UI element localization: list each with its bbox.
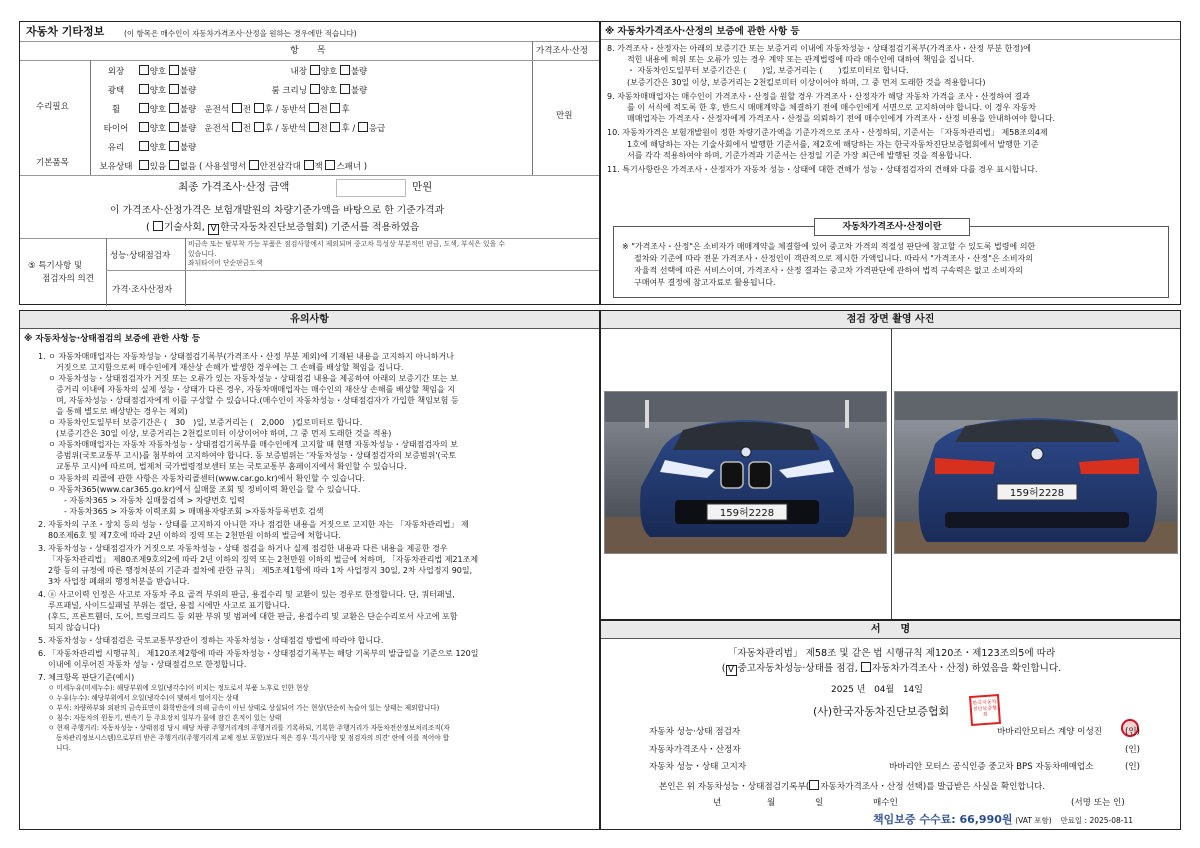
- final-price-field[interactable]: [336, 179, 406, 197]
- col-price: 가격조사·산정: [536, 46, 588, 56]
- checkbox[interactable]: [304, 160, 314, 170]
- notes-text: 1. ㅇ 자동차매매업자는 자동차성능・상태점검기록부(가격조사・산정 부분 제외)에 기재된 내용을 고지하지 아니하거나 거짓으로 고지함으로써 매수인에게 재산상 손해가 발생한 경우에는 그 손해를 배상할 책임을 집니다. ㅇ 자동차성능・상태점검자가 거짓 또는 오류가 있는 자동차성능・상태점검 내용을 제공하여 아래의 보증기간 또는 보 증거리 이내에 자동차의 실제 성능・상태가 다른 경우, 자동차매매업자는 매수인의 재산상 손해를 배상할 책임을 지 며, 자동차성능・상태점검자에게 이를 구상할 수 있습니다.(매수인이 자동차성능・상태점검자가 가입한 책임보험 등 을 통해 별도로 배상받는 경우는 제외) ㅇ 자동차인도일부터 보증기간은 ( 30 )일, 보증거리는 ( 2,000 )킬로미터로 합니다. (보증기간은 30일 이상, 보증거리는 2천킬로미터 이상이어야 하며, 그 중 먼저 도래한 것을 적용) ㅇ 자동차매매업자는 자동차 자동차성능・상태점검기록부를 매수인에게 고지할 때 현행 자동차성능・상태점검자의 보 증범위(국토교통부 고시)를 첨부하여 고지하여야 합니다. 동 보증범위는 '자동차성능・상태점검자의 보증범위'(국토 교통부 고시)에 따르며, 법제처 국가법령정보센터 또는 국토교통부 홈페이지에서 확인할 수 있습니다. ㅇ 자동차의 리콜에 관한 사항은 자동차리콜센터(www.car.go.kr)에서 확인할 수 있습니다. ㅇ 자동차365(www.car365.go.kr)에서 실매물 조회 및 정비이력 확인을 할 수 있습니다. - 자동차365 > 자동차 실매물검색 > 차량번호 입력 - 자동차365 > 자동차 이력조회 > 매매용자량조회 >자동차등록번호 검색 2. 자동차의 구조・장치 등의 성능・상태를 고지하지 아니한 자나 점검한 내용을 거짓으로 고지한 자는 「자동차관리법」 제 80조제6호 및 제7호에 따라 2년 이하의 징역 또는 2천만원 이하의 벌금에 처합니다. 3. 자동차성능・상태점검자가 거짓으로 자동차성능・상태 점검을 하거나 실제 점검한 내용과 다른 내용을 제공한 경우 「자동차관리법」 제80조제9호의2에 따라 2년 이하의 징역 또는 2천만원 이하의 벌금에 처하며, 「자동차관리법 제21조제 2항 등의 규정에 따른 행정처분의 기준과 절차에 관한 규칙」 제5조제1항에 따라 1차 사업정지 30일, 2차 사업정지 90일, 3차 사업장 폐쇄의 행정처분을 받습니다. 4. ⓐ 사고이력 인정은 사고로 자동차 주요 골격 부위의 판금, 용접수리 및 교환이 있는 경우로 한정합니다. 단, 쿼터패널, 루프패널, 사이드실패널 부위는 절단, 용접 시에만 사고로 표기합니다. (후드, 프론트휀더, 도어, 트렁크리드 등 외판 부위 및 범퍼에 대한 판금, 용접수리 및 교환은 단순수리로서 사고에 포함 되지 않습니다) 5. 자동차성능・상태점검은 국토교통부장관이 정하는 자동차성능・상태점검 방법에 따라야 합니다. 6. 「자동차관리법 시행규칙」 제120조제2항에 따라 자동차성능・상태점검기록부는 해당 기록부의 발급일을 기준으로 120일 이내에 이루어진 자동차 성능・상태점검으로 한정합니다. 7. 체크항목 판단기준(예시) ㅇ 미세누유(미세누수): 해당부위에 오일(냉각수)이 비치는 정도로서 부품 노후로 인한 현상 ㅇ 누유(누수): 해당부위에서 오일(냉각수)이 맺혀서 떨어지는 상태 ㅇ 부식: 차량하부와 외판의 금속표면이 화학반응에 의해 금속이 아닌 상태로 상실되어 가는 현상(단순히 녹슬어 있는 상태는 제외합니다) ㅇ 침수: 자동차의 원동기, 변속기 등 주요장치 일부가 물에 잠긴 흔적이 있는 상태 ㅇ 현재 주행거리: 자동차성능・상태점검 당시 해당 차량 주행거리계의 주행거리를 기록하되, 기록한 주행거리가 자동차전산정보처리조직(자 동차관리정보시스템)으로부터 받은 주행거리(주행거리계 교체 정보 포함)보다 적은 경우 '특기사항 및 점검자의 의견' 란에 이를 적어야 합 니다.: [38, 352, 479, 753]
- checkbox[interactable]: [232, 103, 242, 113]
- notifier-name: 바바리안 모터스 공식인증 중고차 BPS 자동차매매업소: [889, 762, 1094, 772]
- rear-plate: 159허2228: [1009, 488, 1065, 499]
- checkbox[interactable]: [232, 122, 242, 132]
- price-explain-text: ※ "가격조사・산정"은 소비자가 매매계약을 체결함에 있어 중고차 가격의 적절성 판단에 참고할 수 있도록 법령에 의한 절차와 기준에 따라 전문 가격조사・산정인이 객관적으로 제시한 가액입니다. 따라서 "가격조사・산정"은 소비자의 자율적 선택에 따른 서비스이며, 가격조사・산정 결과는 중고차 가격판단에 관하여 법적 구속력은 없고 소비자의 구매여부 결정에 참고자료로 활용됩니다.: [622, 242, 1036, 287]
- guarantee-heading: ※ 자동차가격조사·산정의 보증에 관한 사항 등: [605, 26, 800, 37]
- issue-date: 2025 년 04월 14일: [831, 685, 923, 695]
- photos-heading: 점검 장면 촬영 사진: [601, 311, 1180, 329]
- checked-box[interactable]: V: [208, 224, 219, 235]
- notes-heading: 유의사항: [20, 311, 599, 329]
- row-exterior: 외장 양호 불량 내장 양호 불량: [107, 67, 368, 77]
- notes-sub: ※ 자동차성능·상태점검의 보증에 관한 사항 등: [24, 334, 201, 344]
- row-inspector: 자동차 성능·상태 점검자: [649, 727, 741, 737]
- price-explain-box: [613, 222, 1169, 298]
- checkbox[interactable]: [309, 103, 319, 113]
- confirm-text: 본인은 위 자동차성능・상태점검기록부( 자동차가격조사・산정 선택)를 발급받은 사실을 확인합니다.: [659, 782, 1046, 792]
- checkbox[interactable]: [139, 141, 149, 151]
- checkbox[interactable]: [340, 65, 350, 75]
- inspector-name: 바바리안모터스 계양 이성진: [997, 727, 1103, 737]
- price-guarantee-section: [600, 21, 1181, 305]
- row-gloss: 광택 양호 불량 룸 크리닝 양호 불량: [107, 86, 368, 96]
- checkbox[interactable]: [139, 122, 149, 132]
- front-car-photo: [604, 391, 887, 554]
- row-wheel: 휠 양호 불량 운전석 전 후 / 동반석 전 후: [111, 105, 350, 115]
- row-tire: 타이어 양호 불량 운전석 전 후 / 동반석 전 후 / 응급: [103, 124, 386, 134]
- checkbox[interactable]: [340, 84, 350, 94]
- perf-inspector-label: 성능·상태점검자: [110, 251, 171, 261]
- checkbox[interactable]: [169, 160, 179, 170]
- checkbox[interactable]: [325, 160, 335, 170]
- basis-text: 이 가격조사·산정가격은 보험개발원의 차량기준가액을 바탕으로 한 기준가격과: [110, 205, 445, 216]
- law-text-2: ( V 중고자동차성능·상태를 점검, 자동차가격조사・산정) 하였음을 확인합니다.: [721, 663, 1062, 675]
- fee-row: 책임보증 수수료: 66,990원 (VAT 포함) 만료일 : 2025-08-11: [873, 813, 1134, 826]
- checkbox[interactable]: [139, 84, 149, 94]
- seal-mark: (인): [1125, 762, 1141, 772]
- guarantee-text: 8. 가격조사・산정자는 아래의 보증기간 또는 보증거리 이내에 자동차성능・상태점검기록부(가격조사・산정 부분 한정)에 적힌 내용에 허위 또는 오류가 있는 경우 계약 또는 관계법령에 따라 매수인에 대하여 책임을 집니다. ・ 자동차인도일부터 보증기간은 ( )일, 보증거리는 ( )킬로미터로 합니다. (보증기간은 30일 이상, 보증거리는 2천킬로미터 이상이어야 하며, 그 중 먼저 도래한 것을 적용합니다) 9. 자동차매매업자는 매수인이 가격조사・산정을 원할 경우 가격조사・산정자가 해당 자동차 가격을 조사・산정하여 결과 를 이 서식에 적도록 한 후, 반드시 매매계약을 체결하기 전에 매수인에게 서면으로 고지하여야 합니다. 이 경우 자동차 매매업자는 가격조사・산정자에게 가격조사・산정을 의뢰하기 전에 매수인에게 가격조사・산정 비용을 안내하여야 합니다. 10. 자동차가격은 보험개발원이 정한 차량기준가액을 기준가격으로 조사・산정하되, 기준서는 「자동차관리법」 제58조의4제 1호에 해당하는 자는 기술사회에서 발행한 기준서를, 제2호에 해당하는 자는 한국자동차진단보증협회에서 발행한 기준 서를 각각 적용하여야 하며, 기준가격과 기준서는 산정일 기준 가장 최근에 발행된 것을 적용합니다. 11. 특기사항란은 가격조사・산정자가 자동차 성능・상태에 대한 견해가 성능・상태점검자의 견해와 다를 경우 표시합니다.: [607, 44, 1056, 175]
- checkbox[interactable]: [254, 103, 264, 113]
- col-item: 항 목: [290, 46, 326, 56]
- checkbox[interactable]: [139, 65, 149, 75]
- checkbox[interactable]: [330, 122, 340, 132]
- group-basic: 기본품목: [36, 158, 69, 168]
- sign-section: 서 명 「자동차관리법」 제58조 및 같은 법 시행규칙 제120조・제123조의5에 따라 ( V 중고자동차성능·상태를 점검, 자동차가격조사・산정) 하였음을 확인합니다. 2025 년 04월 14일 (사)한국자동차진단보증협회 한국자동차진단보증협회 자동차 성능·상태 점검자 바바리안모터스 계양 이성진 (인) 자동차가격조사・산정자 (인) 자동차 성능・상태 고지자 바바리안 모터스 공식인증 중고차 BPS 자동차매매업소 (인) 본인은 위 자동차성능・상태점검기록부( 자동차가격조사・산정 선택)를 발급받은 사실을 확인합니다. 년 월 일 매수인 (서명 또는 인) 책임보증 수수료: 66,990원 (VAT 포함) 만료일 : 2025-08-11: [600, 620, 1181, 830]
- sign-heading: 서 명: [601, 621, 1180, 639]
- checkbox[interactable]: [169, 122, 179, 132]
- special-label-2: 점검자의 의견: [42, 274, 94, 284]
- front-plate: 159허2228: [719, 508, 775, 519]
- checkbox[interactable]: [139, 103, 149, 113]
- checkbox[interactable]: [169, 141, 179, 151]
- assoc-stamp: 한국자동차진단보증협회: [969, 694, 1001, 726]
- law-text: 「자동차관리법」 제58조 및 같은 법 시행규칙 제120조・제123조의5에 따라: [727, 648, 1056, 659]
- price-unit: 만원: [556, 111, 573, 121]
- checkbox[interactable]: [809, 780, 819, 790]
- final-price-label: 최종 가격조사·산정 금액: [178, 181, 290, 193]
- row-owned: 보유상태 있음 없음 ( 사용설명서 안전삼각대 잭 스패너 ): [99, 162, 368, 172]
- checkbox[interactable]: [310, 65, 320, 75]
- final-price-unit: 만원: [412, 181, 433, 193]
- checkbox[interactable]: [249, 160, 259, 170]
- section-subtitle: (이 항목은 매수인이 자동차가격조사·산정을 원하는 경우에만 적습니다): [124, 29, 357, 38]
- photos-section: [600, 310, 1181, 620]
- checkbox[interactable]: [309, 122, 319, 132]
- row-glass: 유리 양호 불량: [107, 143, 197, 153]
- checkbox[interactable]: [169, 65, 179, 75]
- row-notifier: 자동차 성능・상태 고지자: [649, 762, 747, 772]
- checkbox[interactable]: [330, 103, 340, 113]
- org-name: (사)한국자동차진단보증협회: [813, 705, 950, 718]
- notes-section: [19, 310, 600, 830]
- checkbox[interactable]: [139, 160, 149, 170]
- checkbox[interactable]: [169, 84, 179, 94]
- seal-mark: (인): [1125, 745, 1141, 755]
- checkbox[interactable]: [254, 122, 264, 132]
- seal-mark: (인): [1125, 727, 1141, 737]
- price-explain-title: 자동차가격조사·산정이란: [814, 218, 970, 236]
- group-repair: 수리필요: [36, 102, 69, 112]
- checked-box[interactable]: V: [726, 665, 737, 676]
- perf-note: 비금속 또는 탈부착 가능 부품은 점검사항에서 제외되며 중고차 특성상 부분적인 판금, 도색, 부식은 있을 수 있습니다. 좌뒤타이어 단순판금도색: [188, 240, 505, 267]
- checkbox[interactable]: [169, 103, 179, 113]
- rear-car-photo: [894, 391, 1178, 554]
- special-label: ⑤ 특기사항 및: [28, 261, 83, 271]
- checkbox[interactable]: [310, 84, 320, 94]
- checkbox[interactable]: [861, 662, 871, 672]
- section-title: 자동차 기타정보: [26, 25, 105, 38]
- other-info-section: [19, 21, 600, 305]
- basis-text-2: ( 기술사회, V 한국자동차진단보증협회) 기준서를 적용하였음: [146, 222, 420, 234]
- price-inspector-label: 가격·조사산정자: [112, 285, 173, 295]
- row-price-inspector: 자동차가격조사・산정자: [649, 745, 741, 755]
- checkbox[interactable]: [358, 122, 368, 132]
